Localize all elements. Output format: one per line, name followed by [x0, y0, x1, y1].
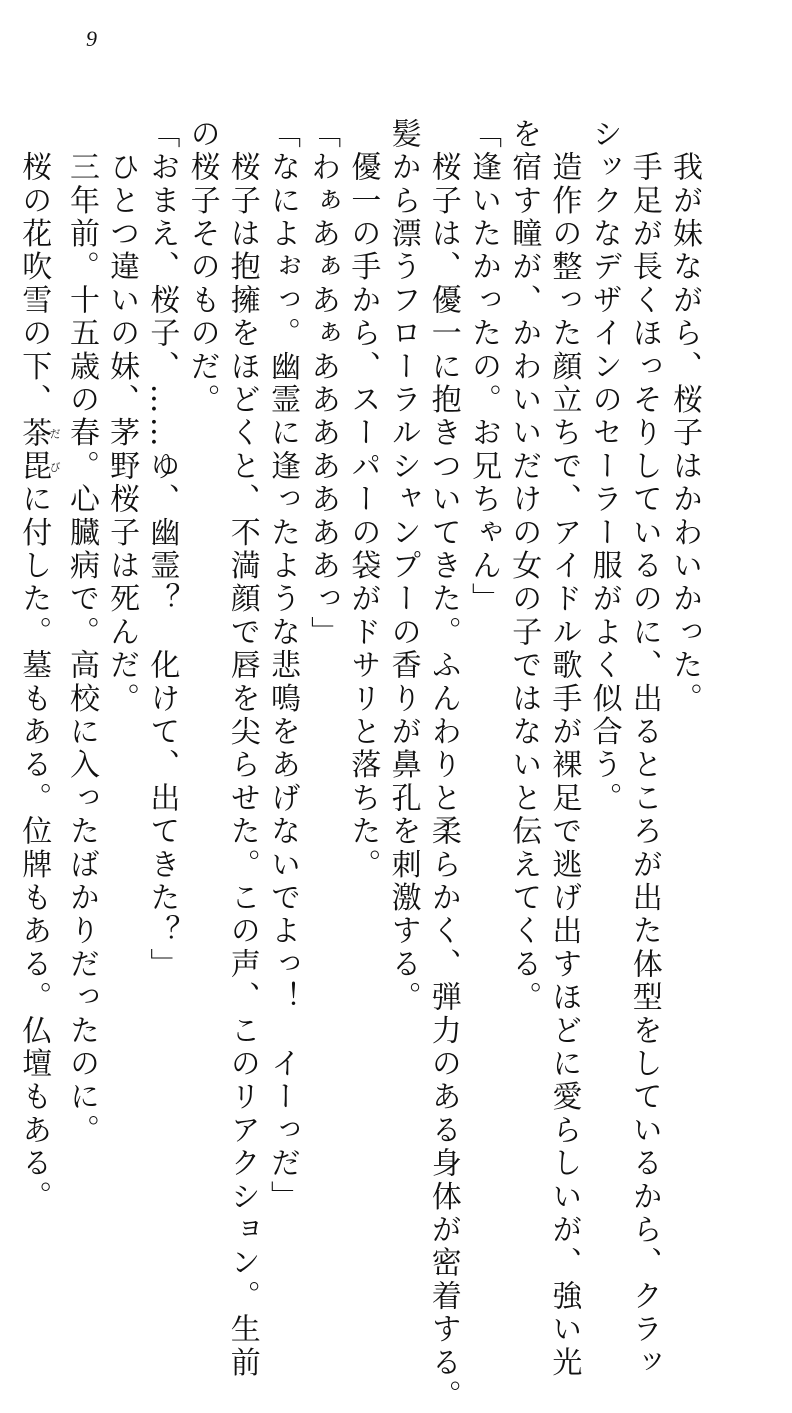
text-line: シックなデザインのセーラー服がよく似合う。 [586, 118, 622, 816]
text-line-last [13, 118, 62, 1214]
text-line: を宿す瞳が、かわいいだけの女の子ではないと伝えてくる。 [506, 118, 542, 1015]
text-line: 我が妹ながら、桜子はかわいかった。 [667, 118, 702, 716]
text-segment: 桜の花吹雪の下、 [16, 118, 52, 417]
text-line: 手足が長くほっそりしているのに、出るところが出た体型をしているから、クラッ [626, 118, 662, 1380]
text-line: 優一の手から、スーパーの袋がドサリと落ちた。 [345, 118, 381, 882]
text-segment: に付した。墓もある。位牌もある。仏壇もある。 [16, 483, 52, 1214]
ruby-base: 毘 [16, 450, 52, 484]
text-line: 「わぁあぁあぁあああああああっ」 [305, 118, 341, 650]
ruby-reading: だ [48, 416, 62, 450]
text-line: 桜子は、優一に抱きついてきた。ふんわりと柔らかく、弾力のある身体が密着する。 [425, 118, 461, 1413]
text-line: 桜子は抱擁をほどくと、不満顔で唇を尖らせた。この声、このリアクション。生前 [224, 118, 260, 1380]
text-line: 髪から漂うフローラルシャンプーの香りが鼻孔を刺激する。 [385, 118, 421, 1015]
text-line: 「おまえ、桜子、……ゆ、幽霊？ 化けて、出てきた？」 [144, 118, 180, 982]
page-number: 9 [86, 26, 97, 51]
text-line: 三年前。十五歳の春。心臓病で。高校に入ったばかりだったのに。 [63, 118, 99, 1148]
text-line: の桜子そのものだ。 [184, 118, 220, 417]
ruby-reading: び [48, 450, 62, 484]
text-line: 「なによぉっ。幽霊に逢ったような悲鳴をあげないでよっ！ イーっだ」 [264, 118, 300, 1214]
ruby-word-bi [16, 450, 62, 484]
text-line: 造作の整った顔立ちで、アイドル歌手が裸足で逃げ出すほどに愛らしいが、強い光 [546, 118, 582, 1380]
body-text [16, 118, 704, 1413]
ruby-word-da [16, 416, 62, 451]
text-line: ひとつ違いの妹、茅野桜子は死んだ。 [104, 118, 140, 716]
text-line: 「逢いたかったの。お兄ちゃん」 [465, 118, 501, 616]
ruby-base: 茶 [16, 416, 52, 451]
